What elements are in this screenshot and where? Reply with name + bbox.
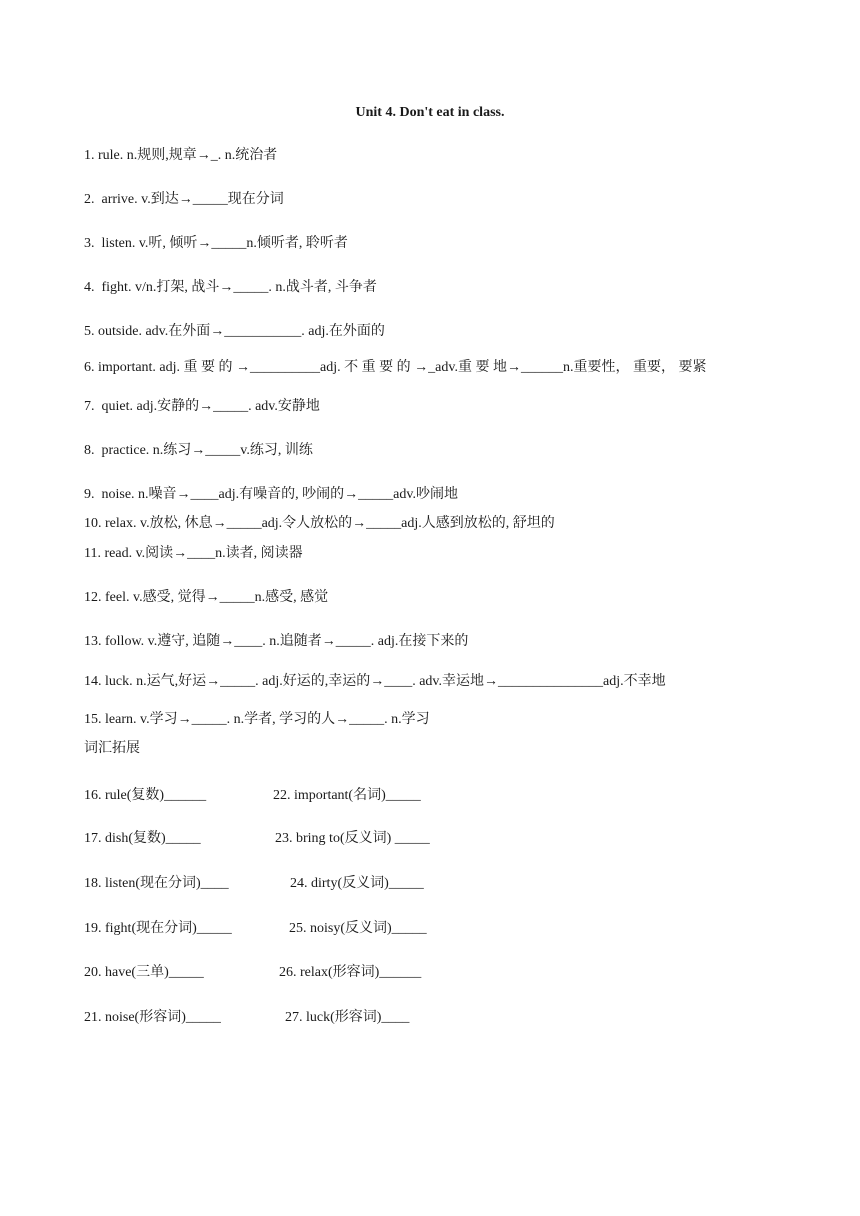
item-15: 15. learn. v.学习→_____. n.学者, 学习的人→_____. n.学习 — [84, 712, 430, 727]
item-6: 6. important. adj. 重 要 的 →__________adj. 不 重 要 的 →_adv.重 要 地→______n.重要性， 重要， 要紧 — [84, 360, 707, 375]
expansion-item-26: 26. relax(形容词)______ — [279, 965, 422, 980]
item-1: 1. rule. n.规则,规章→_. n.统治者 — [84, 148, 278, 163]
expansion-item-24: 24. dirty(反义词)_____ — [290, 876, 424, 891]
item-11: 11. read. v.阅读→____n.读者, 阅读器 — [84, 546, 303, 561]
item-7: 7. quiet. adj.安静的→_____. adv.安静地 — [84, 399, 320, 414]
expansion-item-23: 23. bring to(反义词) _____ — [275, 831, 430, 846]
expansion-item-19: 19. fight(现在分词)_____ — [84, 921, 232, 936]
expansion-item-21: 21. noise(形容词)_____ — [84, 1010, 221, 1025]
item-10: 10. relax. v.放松, 休息→_____adj.令人放松的→_____adj.人感到放松的, 舒坦的 — [84, 516, 555, 531]
item-5: 5. outside. adv.在外面→___________. adj.在外面的 — [84, 324, 385, 339]
item-14: 14. luck. n.运气,好运→_____. adj.好运的,幸运的→____. adv.幸运地→_______________adj.不幸地 — [84, 674, 666, 689]
expansion-item-17: 17. dish(复数)_____ — [84, 831, 201, 846]
expansion-item-25: 25. noisy(反义词)_____ — [289, 921, 427, 936]
expansion-item-18: 18. listen(现在分词)____ — [84, 876, 229, 891]
document-title: Unit 4. Don't eat in class. — [355, 105, 505, 120]
expansion-item-16: 16. rule(复数)______ — [84, 788, 207, 803]
section-heading: 词汇拓展 — [84, 741, 140, 756]
item-3: 3. listen. v.听, 倾听→_____n.倾听者, 聆听者 — [84, 236, 348, 251]
item-4: 4. fight. v/n.打架, 战斗→_____. n.战斗者, 斗争者 — [84, 280, 377, 295]
item-13: 13. follow. v.遵守, 追随→____. n.追随者→_____. adj.在接下来的 — [84, 634, 469, 649]
item-2: 2. arrive. v.到达→_____现在分词 — [84, 192, 284, 207]
expansion-item-27: 27. luck(形容词)____ — [285, 1010, 410, 1025]
item-8: 8. practice. n.练习→_____v.练习, 训练 — [84, 443, 313, 458]
expansion-item-20: 20. have(三单)_____ — [84, 965, 204, 980]
item-9: 9. noise. n.噪音→____adj.有噪音的, 吵闹的→_____adv.吵闹地 — [84, 487, 458, 502]
item-12: 12. feel. v.感受, 觉得→_____n.感受, 感觉 — [84, 590, 329, 605]
expansion-item-22: 22. important(名词)_____ — [273, 788, 421, 803]
